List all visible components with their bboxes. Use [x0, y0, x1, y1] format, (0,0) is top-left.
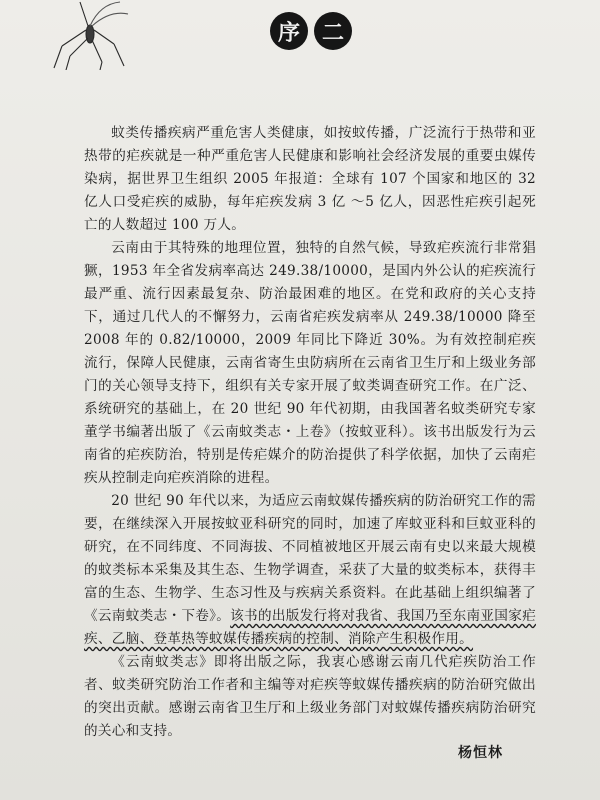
mosquito-icon [40, 0, 130, 70]
paragraph-3-text: 20 世纪 90 年代以来，为适应云南蚊媒传播疾病的防治研究工作的需要，在继续深入开展按蚊亚科研究的同时，加速了库蚊亚科和巨蚊亚科的研究，在不同纬度、不同海拔、不同植被地区开展云南有史以来最大规模的蚊类标本采集及其生态、生物学调查，采获了大量的蚊类标本，获得丰富的生态、生物学、生态习性及与疾病关系资料。在此基础上组织编著了《云南蚊类志・下卷》。 [84, 493, 536, 624]
paragraph-4: 《云南蚊类志》即将出版之际，我衷心感谢云南几代疟疾防治工作者、蚊类研究防治工作者和主编等对疟疾等蚊媒传播疾病的防治研究做出的突出贡献。感谢云南省卫生厅和上级业务部门对蚊媒传播疾病防治研究的关心和支持。 [84, 654, 536, 739]
preface-body [84, 122, 536, 743]
paragraph-3-underlined: 该书的出版发行将对我省、我国乃至东南亚国家疟疾、乙脑、登革热等蚊媒传播疾病的控制、消除产生积极作用。 [84, 608, 536, 647]
preface-title [270, 14, 352, 48]
paragraph-3 [84, 490, 536, 651]
title-char-2: 二 [314, 12, 352, 50]
signature: 杨恒林 [458, 745, 503, 761]
paragraph-1: 蚊类传播疾病严重危害人类健康，如按蚊传播，广泛流行于热带和亚热带的疟疾就是一种严重危害人民健康和影响社会经济发展的重要虫媒传染病，据世界卫生组织 2005 年报道：全球有 107 个国家和地区的 32 亿人口受疟疾的威胁，每年疟疾发病 3 亿 ～5 亿人，因恶性疟疾引起死亡的人数超过 100 万人。 [84, 125, 536, 233]
paragraph-2: 云南由于其特殊的地理位置，独特的自然气候，导致疟疾流行非常猖獗，1953 年全省发病率高达 249.38/10000，是国内外公认的疟疾流行最严重、流行因素最复杂、防治最困难的地区。在党和政府的关心支持下，通过几代人的不懈努力，云南省疟疾发病率从 249.38/10000 降至 2008 年的 0.82/10000，2009 年同比下降近 30%。为有效控制疟疾流行，保障人民健康，云南省寄生虫防病所在云南省卫生厅和上级业务部门的关心领导支持下，组织有关专家开展了蚊类调查研究工作。在广泛、系统研究的基础上，在 20 世纪 90 年代初期，由我国著名蚊类研究专家董学书编著出版了《云南蚊类志・上卷》（按蚊亚科）。该书出版发行为云南省的疟疾防治，特别是传疟媒介的防治提供了科学依据，加快了云南疟疾从控制走向疟疾消除的进程。 [84, 240, 536, 486]
title-char-1: 序 [270, 12, 308, 50]
